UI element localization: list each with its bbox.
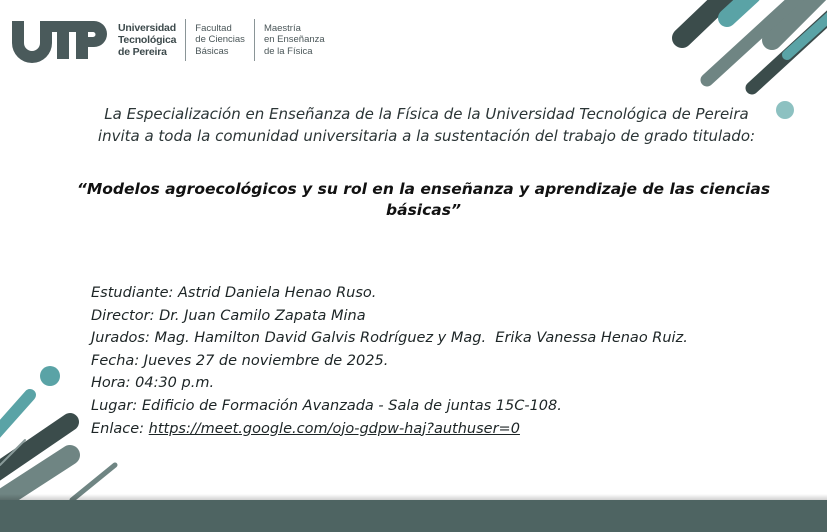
university-line-1: Universidad xyxy=(118,22,176,34)
university-name xyxy=(118,22,176,58)
place-value: : Edificio de Formación Avanzada - Sala de juntas 15C-108. xyxy=(132,397,562,414)
time-label: Hora xyxy=(91,375,126,392)
thesis-title xyxy=(60,179,787,221)
faculty-name xyxy=(195,23,245,58)
university-line-2: Tecnológica xyxy=(118,34,177,46)
link-label: Enlace xyxy=(91,420,140,437)
director-value: : Dr. Juan Camilo Zapata Mina xyxy=(149,307,366,324)
program-line-3: de la Física xyxy=(263,45,313,57)
student-label: Estudiante xyxy=(91,285,169,301)
faculty-line-2: de Ciencias xyxy=(195,34,245,46)
faculty-line-1: Facultad xyxy=(195,22,232,34)
student-value: : Astrid Daniela Henao Ruso. xyxy=(168,285,377,301)
program-line-2: en Enseñanza xyxy=(263,34,325,46)
jury-row xyxy=(91,327,688,350)
event-details xyxy=(91,282,688,440)
header xyxy=(10,14,325,66)
student-row xyxy=(91,282,688,305)
jury-value: : Mag. Hamilton David Galvis Rodríguez y Mag. Erika Vanessa Henao Ruiz. xyxy=(144,330,688,347)
director-label: Director xyxy=(91,307,150,324)
invitation-intro xyxy=(40,103,813,147)
date-value: : Jueves 27 de noviembre de 2025. xyxy=(134,352,389,369)
place-row xyxy=(91,395,688,418)
header-divider xyxy=(254,19,255,61)
footer-bar xyxy=(0,500,827,532)
university-line-3: de Pereira xyxy=(118,46,167,58)
time-row xyxy=(91,372,688,395)
program-name xyxy=(264,23,325,58)
link-separator: : xyxy=(139,420,149,437)
jury-label: Jurados xyxy=(91,330,145,347)
title-line-1: “Modelos agroecológicos y su rol en la enseñanza y aprendizaje de las ciencias xyxy=(76,180,771,198)
utp-logo xyxy=(10,17,112,63)
faculty-line-3: Básicas xyxy=(195,45,229,57)
program-line-1: Maestría xyxy=(263,22,301,34)
meeting-link[interactable]: https://meet.google.com/ojo-gdpw-haj?authuser=0 xyxy=(148,420,520,437)
date-label: Fecha xyxy=(91,352,135,369)
director-row xyxy=(91,305,688,328)
header-divider xyxy=(185,19,186,61)
place-label: Lugar xyxy=(91,397,133,414)
title-line-2: básicas” xyxy=(386,201,461,219)
intro-line-2: invita a toda la comunidad universitaria a la sustentación del trabajo de grado titulado: xyxy=(97,127,756,145)
intro-line-1: La Especialización en Enseñanza de la Física de la Universidad Tecnológica de Pereira xyxy=(104,105,749,123)
time-value: : 04:30 p.m. xyxy=(125,375,215,392)
date-row xyxy=(91,350,688,373)
link-row xyxy=(91,418,688,441)
